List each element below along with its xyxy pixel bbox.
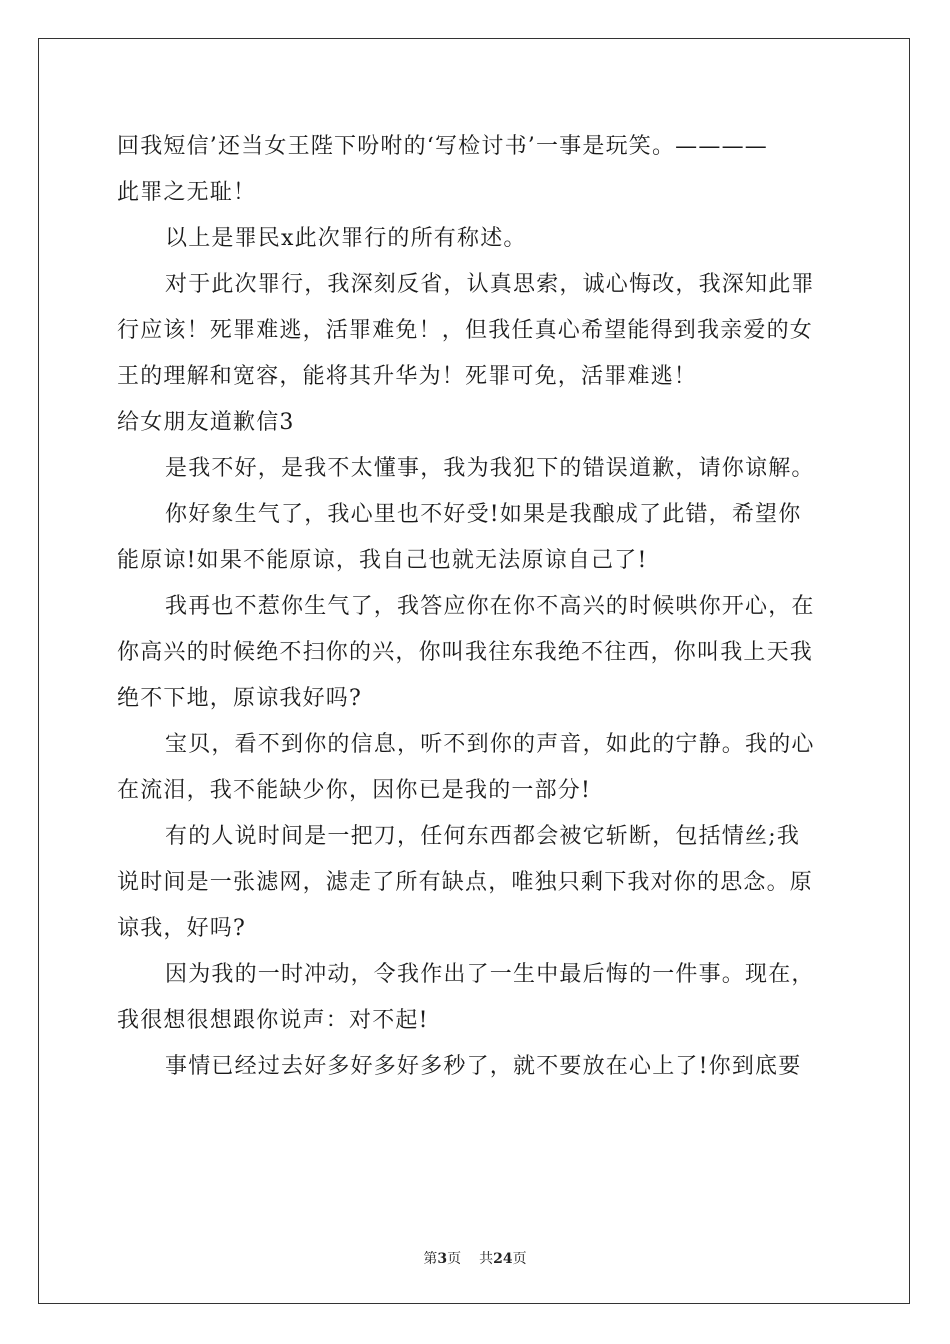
- text-line: 此罪之无耻！: [117, 180, 257, 205]
- text-line: 因为我的一时冲动，令我作出了一生中最后悔的一件事。现在，: [165, 962, 815, 987]
- total-prefix: 共: [479, 1251, 494, 1267]
- text-line: 能原谅!如果不能原谅，我自己也就无法原谅自己了!: [117, 548, 648, 573]
- text-line: 王的理解和宽容，能将其升华为！死罪可免，活罪难逃！: [117, 364, 698, 389]
- page-suffix: 页: [447, 1251, 462, 1267]
- page-footer: [0, 1248, 950, 1268]
- text-line: 在流泪，我不能缺少你，因你已是我的一部分!: [117, 778, 592, 803]
- text-line: 我再也不惹你生气了，我答应你在你不高兴的时候哄你开心，在: [165, 594, 815, 619]
- text-line: 给女朋友道歉信3: [117, 410, 295, 435]
- text-line: 你好象生气了，我心里也不好受!如果是我酿成了此错，希望你: [165, 502, 802, 527]
- page-number: 3: [437, 1251, 448, 1267]
- text-line: 以上是罪民x此次罪行的所有称述。: [165, 226, 527, 251]
- text-line: 事情已经过去好多好多好多秒了，就不要放在心上了!你到底要: [165, 1054, 802, 1079]
- text-line: 行应该！死罪难逃，活罪难免！，但我任真心希望能得到我亲爱的女: [117, 318, 814, 343]
- text-line: 绝不下地，原谅我好吗?: [117, 686, 362, 711]
- text-line: 有的人说时间是一把刀，任何东西都会被它斩断，包括情丝;我: [165, 824, 801, 849]
- document-body: [117, 124, 835, 1090]
- text-line: 是我不好，是我不太懂事，我为我犯下的错误道歉，请你谅解。: [165, 456, 815, 481]
- text-line: 回我短信’还当女王陛下吩咐的‘写检讨书’一事是玩笑。————: [117, 134, 768, 159]
- total-suffix: 页: [512, 1251, 527, 1267]
- text-line: 说时间是一张滤网，滤走了所有缺点，唯独只剩下我对你的思念。原: [117, 870, 814, 895]
- text-line: 宝贝，看不到你的信息，听不到你的声音，如此的宁静。我的心: [165, 732, 815, 757]
- text-line: 我很想很想跟你说声：对不起!: [117, 1008, 429, 1033]
- total-pages: 24: [493, 1251, 513, 1267]
- text-line: 对于此次罪行，我深刻反省，认真思索，诚心悔改，我深知此罪: [165, 272, 815, 297]
- text-line: 你高兴的时候绝不扫你的兴，你叫我往东我绝不往西，你叫我上天我: [117, 640, 814, 665]
- page-prefix: 第: [423, 1251, 438, 1267]
- text-line: 谅我，好吗?: [117, 916, 246, 941]
